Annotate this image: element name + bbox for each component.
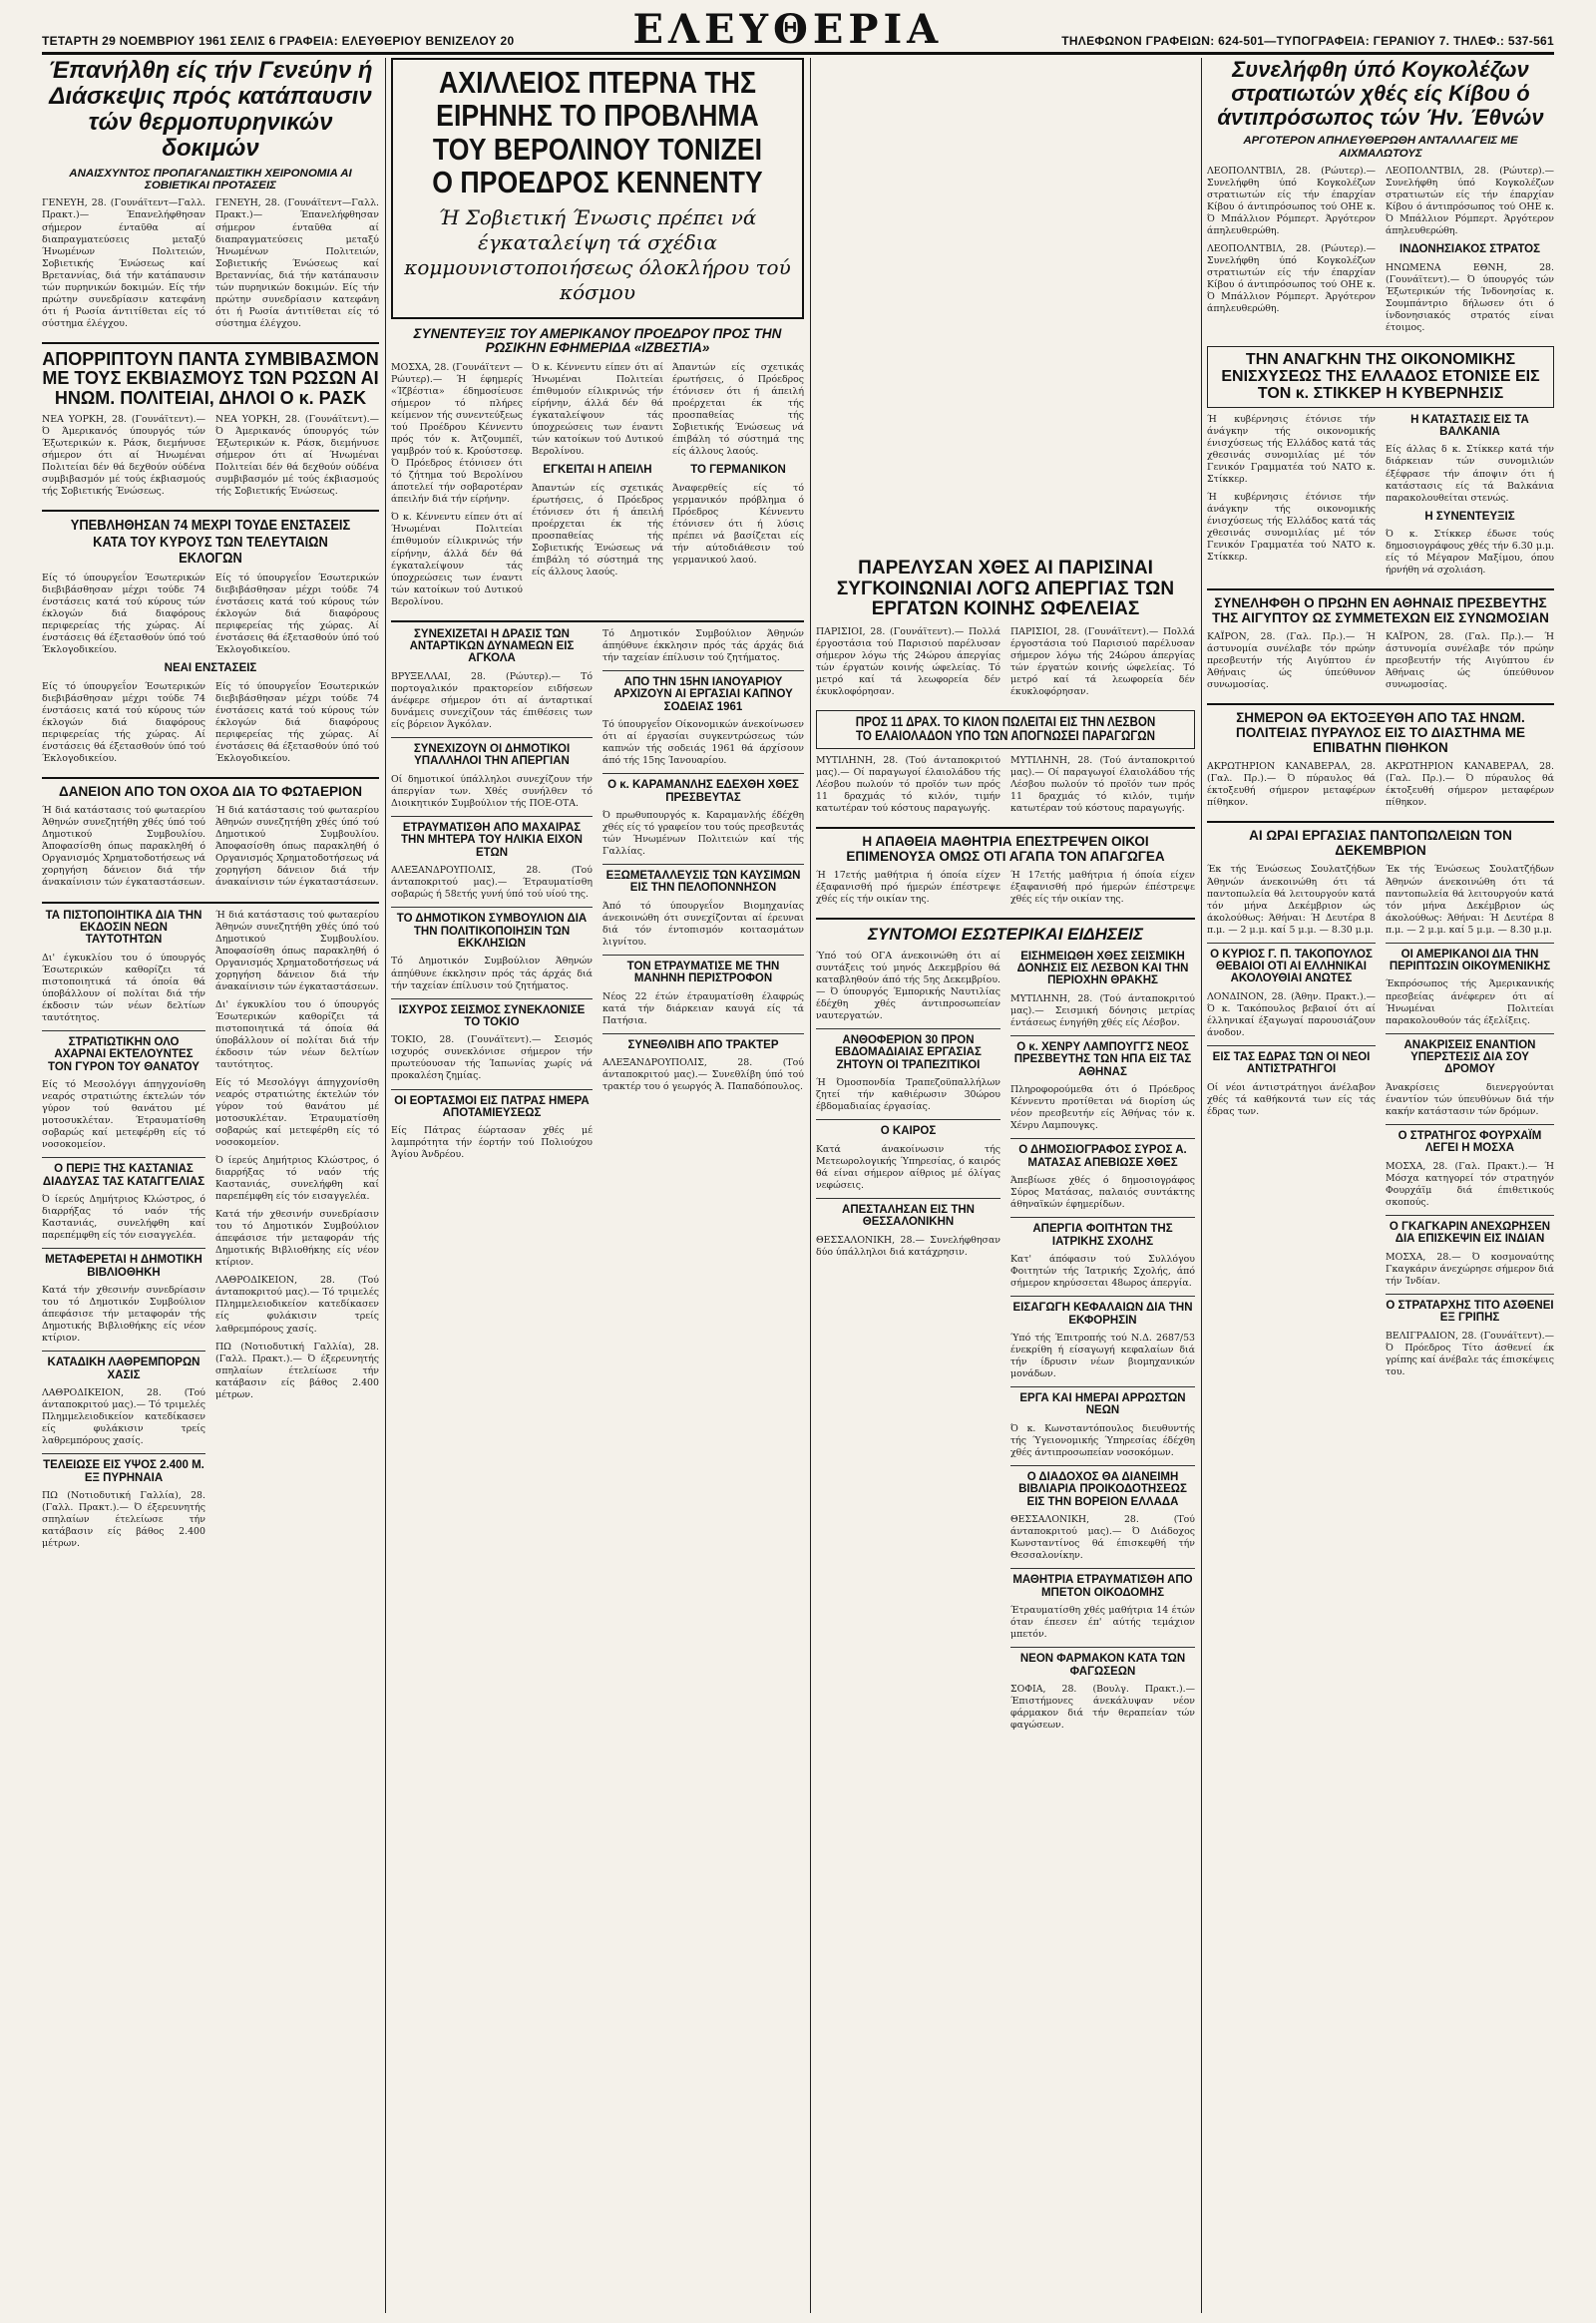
- column-rule: [385, 58, 386, 2313]
- article-text: Ή 17ετής μαθήτρια ή όποία είχεν έξαφανισθή πρό ήμερών έπέστρεψε χθές είς τήν οικίαν της.: [1010, 870, 1195, 906]
- article-text: Έτραυματίσθη χθές μαθήτρια 14 έτών όταν έπεσεν έπ' αύτής τεμάχιον μπετόν.: [1010, 1605, 1195, 1641]
- headline-roads: ΑΝΑΚΡΙΣΕΙΣ ΕΝΑΝΤΙΟΝ ΥΠΕΡΣΤΕΣΙΣ ΔΙΑ ΣΟΥ ΔΡΟΜΟΥ: [1403, 1038, 1536, 1076]
- article-text: ΜΟΣΧΑ, 28.— Ό κοσμοναύτης Γκαγκάριν άνεχώρησε σήμερον διά τήν Ίνδίαν.: [1386, 1251, 1554, 1287]
- article-text: ΒΕΛΙΓΡΑΔΙΟΝ, 28. (Γουνάϊτεντ).— Ό Πρόεδρος Τίτο άσθενεί έκ γρίπης καί άνέβαλε τάς έπισκέψεις του.: [1386, 1330, 1554, 1377]
- article-text: Δι' έγκυκλίου του ό ύπουργός Έσωτερικών καθορίζει τά πιστοποιητικά τά όποία θά ύποβάλλουν οί πολίται διά τήν έκδοσιν τών νέων δελτίων ταυτότητος.: [215, 998, 379, 1070]
- headline-gagarin: Ο ΓΚΑΓΚΑΡΙΝ ΑΝΕΧΩΡΗΣΕΝ ΔΙΑ ΕΠΙΣΚΕΨΙΝ ΕΙΣ ΙΝΔΙΑΝ: [1389, 1220, 1551, 1246]
- article-text: ΑΚΡΩΤΗΡΙΟΝ ΚΑΝΑΒΕΡΑΛ, 28. (Γαλ. Πρ.).— Ό πύραυλος θά έκτοξευθή σήμερον μεταφέρων πίθηκον.: [1207, 761, 1376, 809]
- article-text: ΓΕΝΕΥΗ, 28. (Γουνάϊτεντ—Γαλλ. Πρακτ.)— Έπανελήφθησαν σήμερον ένταῦθα αί διαπραγματεύσεις μεταξύ Ήνωμένων Πολιτειών, Σοβιετικής Ένώσεως καί Βρεταννίας, διά τήν κατάπαυσιν τών πυρηνικών δοκιμών. Είς τήν πρώτην συνεδρίασιν κατεφάνη ότι ή Ρωσία άντιτίθεται είς τό σύστημα έλέγχου.: [215, 197, 379, 329]
- headline-ids: ΤΑ ΠΙΣΤΟΠΟΙΗΤΙΚΑ ΔΙΑ ΤΗΝ ΕΚΔΟΣΙΝ ΝΕΩΝ ΤΑΥΤΟΤΗΤΩΝ: [45, 909, 202, 947]
- article-text: Ή κυβέρνησις έτόνισε τήν άνάγκην τής οικονομικής ένισχύσεως τής Ελλάδος κατά τάς χθεσινάς συνομιλίας μέ τόν Γενικόν Γραμματέα τού ΝΑΤΟ κ. Στίκκερ.: [1207, 491, 1376, 563]
- lead-story: [391, 58, 804, 319]
- headline-berlin: ΑΧΙΛΛΕΙΟΣ ΠΤΕΡΝΑ ΤΗΣ ΕΙΡΗΝΗΣ ΤΟ ΠΡΟΒΛΗΜΑ ΤΟΥ ΒΕΡΟΛΙΝΟΥ ΤΟΝΙΖΕΙ Ο ΠΡΟΕΔΡΟΣ ΚΕΝΝΕΝΤΥ: [432, 65, 763, 200]
- headline-general: Ο ΣΤΡΑΤΗΓΟΣ ΦΟΥΡΧΑΪΜ ΛΕΓΕΙ Η ΜΟΣΧΑ: [1397, 1129, 1542, 1155]
- article-text: ΠΑΡΙΣΙΟΙ, 28. (Γουνάϊτεντ).— Πολλά έργοστάσια τού Παρισιού παρέλυσαν σήμερον λόγω τής 24ώρου άπεργίας τών έργατών κοινής ώφελείας. Τό μετρό καί τά λεωφορεία δέν έκυκλοφόρησαν.: [816, 625, 1000, 697]
- headline-tito: Ο ΣΤΡΑΤΑΡΧΗΣ ΤΙΤΟ ΑΣΘΕΝΕΙ ΕΞ ΓΡΙΠΗΣ: [1386, 1299, 1554, 1325]
- article-text: Είς Πάτρας έώρτασαν χθές μέ λαμπρότητα τήν έορτήν τού Πολιούχου Άγίου Άνδρέου.: [391, 1125, 593, 1161]
- column-rule: [810, 58, 811, 2313]
- article-text: Είς τό ύπουργεΐον Έσωτερικών διεβιβάσθησαν μέχρι τούδε 74 ένστάσεις κατά τού κύρους τών έκλογών διά διαφόρους περιφερείας τής χώρας. Αί ένστάσεις θά έξετασθούν ύπό τού Έκλογοδικείου.: [42, 680, 205, 764]
- article-text: Πληροφορούμεθα ότι ό Πρόεδρος Κέννεντυ προτίθεται νά διορίση ώς νέον πρεσβευτήν είς Άθήνας τόν κ. Χένρυ Λαμπουγκς.: [1010, 1084, 1195, 1132]
- article-text: ΤΟΚΙΟ, 28. (Γουνάϊτεντ).— Σεισμός ισχυρός συνεκλόνισε σήμερον τήν πρωτεύουσαν τής Ίαπωνίας χωρίς νά προκαλέση ζημίας.: [391, 1034, 593, 1082]
- article-text: Έκπρόσωπος τής Άμερικανικής πρεσβείας άνέφερεν ότι αί Ήνωμέναι Πολιτείαι παρακολουθούν τάς έξελίξεις.: [1386, 978, 1554, 1026]
- article-text: Τό ύπουργεΐον Οίκονομικών άνεκοίνωσεν ότι αί έργασίαι συγκεντρώσεως τών καπνών τής σοδειάς 1961 θά άρχίσουν άπό τής 15ης Ίανουαρίου.: [602, 718, 804, 767]
- headline-americans: ΟΙ ΑΜΕΡΙΚΑΝΟΙ ΔΙΑ ΤΗΝ ΠΕΡΙΠΤΩΣΙΝ ΟΙΚΟΥΜΕΝΙΚΗΣ: [1389, 948, 1551, 973]
- headline-angola: ΣΥΝΕΧΙΖΕΤΑΙ Η ΔΡΑΣΙΣ ΤΩΝ ΑΝΤΑΡΤΙΚΩΝ ΔΥΝΑΜΕΩΝ ΕΙΣ ΑΓΚΟΛΑ: [409, 627, 575, 665]
- article-text: ΜΥΤΙΛΗΝΗ, 28. (Τού άνταποκριτού μας).— Οί παραγωγοί έλαιολάδου τής Λέσβου πωλούν τό προϊόν των πρός 11 δραχμάς τό κιλόν, τιμήν κατωτέραν τού κόστους παραγωγής.: [816, 754, 1000, 815]
- article-text: Ή διά κατάστασις τού φωταερίου Άθηνών συνεζητήθη χθές ύπό τού Δημοτικού Συμβουλίου. Άποφασίσθη όπως παρακληθή ό Οργανισμός Χρηματοδοτήσεως νά χορηγήση δάνειον διά τήν άνακαίνισιν τών έγκαταστάσεων.: [42, 805, 205, 889]
- headline-council: ΤΟ ΔΗΜΟΤΙΚΟΝ ΣΥΜΒΟΥΛΙΟΝ ΔΙΑ ΤΗΝ ΠΟΛΙΤΙΚΟΠΟΙΗΣΙΝ ΤΩΝ ΕΚΚΛΗΣΙΩΝ: [396, 913, 588, 951]
- article-text: ΛΑΘΡΟΔΙΚΕΙΟΝ, 28. (Τού άνταποκριτού μας).— Τό τριμελές Πλημμελειοδικείον κατεδίκασεν είς φυλάκισιν τρείς λαθρεμπόρους χασίς.: [42, 1387, 205, 1447]
- article-text: ΜΟΣΧΑ, 28. (Γαλ. Πρακτ.).— Ή Μόσχα κατηγορεί τόν στρατηγόν Φουρχάϊμ διά έπιθετικούς σκοπούς.: [1386, 1160, 1554, 1208]
- article-text: Ή κυβέρνησις έτόνισε τήν άνάγκην τής οικονομικής ένισχύσεως τής Ελλάδος κατά τάς χθεσινάς συνομιλίας μέ τόν Γενικόν Γραμματέα τού ΝΑΤΟ κ. Στίκκερ.: [1207, 413, 1376, 485]
- article-text: ΑΛΕΞΑΝΔΡΟΥΠΟΛΙΣ, 28. (Τού άνταποκριτού μας).— Έτραυματίσθη σοβαρώς ή 58ετής γυνή ύπό τού υίού της.: [391, 865, 593, 901]
- article-text: ΛΟΝΔΙΝΟΝ, 28. (Άθην. Πρακτ.).— Ό κ. Τακόπουλος βεβαιοί ότι αί έλληνικαί έξαγωγαί παρουσιάζουν άνοδον.: [1207, 990, 1376, 1038]
- headline-strike: ΣΥΝΕΧΙΖΟΥΝ ΟΙ ΔΗΜΟΤΙΚΟΙ ΥΠΑΛΛΗΛΟΙ ΤΗΝ ΑΠΕΡΓΙΑΝ: [413, 743, 571, 768]
- headline-tractor: ΣΥΝΕΘΛΙΒΗ ΑΠΟ ΤΡΑΚΤΕΡ: [627, 1038, 779, 1051]
- masthead: [42, 8, 1554, 55]
- newspaper-title: ΕΛΕΥΘΕΡΙΑ: [632, 6, 944, 53]
- column-4: [1207, 58, 1554, 2313]
- article-text: Έκ τής Ένώσεως Σουλατζήδων Άθηνών άνεκοινώθη ότι τά παντοπωλεία θά λειτουργούν κατά τόν μήνα Δεκέμβριον ώς άκολούθως: Άθήναι: Ή Δευτέρα 8 π.μ. — 2 μ.μ. καί 5 μ.μ. — 8.30 μ.μ.: [1386, 864, 1554, 936]
- headline-rocket: ΣΗΜΕΡΟΝ ΘΑ ΕΚΤΟΞΕΥΘΗ ΑΠΟ ΤΑΣ ΗΝΩΜ. ΠΟΛΙΤΕΙΑΣ ΠΥΡΑΥΛΟΣ ΕΙΣ ΤΟ ΔΙΑΣΤΗΜΑ ΜΕ ΕΠΙΒΑΤΗΝ ΠΙΘΗΚΟΝ: [1236, 710, 1525, 755]
- headline-drug: ΝΕΟΝ ΦΑΡΜΑΚΟΝ ΚΑΤΑ ΤΩΝ ΦΑΓΩΣΕΩΝ: [1019, 1653, 1186, 1678]
- headline-gas-loan: ΔΑΝΕΙΟΝ ΑΠΟ ΤΟΝ ΟΧΟΑ ΔΙΑ ΤΟ ΦΩΤΑΕΡΙΟΝ: [59, 783, 362, 799]
- headline-hashish: ΚΑΤΑΔΙΚΗ ΛΑΘΡΕΜΠΟΡΩΝ ΧΑΣΙΣ: [47, 1356, 200, 1381]
- headline-objections: ΥΠΕΒΛΗΘΗΣΑΝ 74 ΜΕΧΡΙ ΤΟΥΔΕ ΕΝΣΤΑΣΕΙΣ ΚΑΤΑ ΤΟΥ ΚΥΡΟΥΣ ΤΩΝ ΤΕΛΕΥΤΑΙΩΝ ΕΚΛΟΓΩΝ: [70, 517, 351, 567]
- headline-capital: ΕΙΣΑΓΩΓΗ ΚΕΦΑΛΑΙΩΝ ΔΙΑ ΤΗΝ ΕΚΦΟΡΗΣΙΝ: [1012, 1302, 1193, 1327]
- article-text: Άνακρίσεις διενεργούνται έναντίον τών ύπευθύνων διά τήν κακήν κατάστασιν τών δρόμων.: [1386, 1081, 1554, 1117]
- article-text: ΑΛΕΞΑΝΔΡΟΥΠΟΛΙΣ, 28. (Τού άνταποκριτού μας).— Συνεθλίβη ύπό τού τρακτέρ του ό γεωργός Ά. Παπαδόπουλος.: [602, 1057, 804, 1093]
- article-text: ΜΥΤΙΛΗΝΗ, 28. (Τού άνταποκριτού μας).— Σεισμική δόνησις μετρίας έντάσεως ένηγήθη χθές είς Λέσβον.: [1010, 992, 1195, 1028]
- lead-subheadline: Ή Σοβιετική Ένωσις πρέπει νά έγκαταλείψη τά σχέδια κομμουνιστοποιήσεως όλοκλήρου τού κόσμου: [404, 204, 791, 304]
- article-text: Ό ίερεύς Δημήτριος Κλώστρος, ό διαρρήξας τό ναόν τής Καστανιάς, συνελήφθη καί παρεπέμφθη είς τόν εισαγγελέα.: [215, 1155, 379, 1203]
- article-text: ΘΕΣΣΑΛΟΝΙΚΗ, 28. (Τού άνταποκριτού μας).— Ό Διάδοχος Κωνσταντίνος θά έπισκεφθή τήν Θεσσαλονίκην.: [1010, 1514, 1195, 1562]
- article-text: Οί δημοτικοί ύπάλληλοι συνεχίζουν τήν άπεργίαν των. Χθές συνήλθεν τό Διοικητικόν Συμβούλιον τής ΠΟΕ-ΟΤΑ.: [391, 773, 593, 809]
- article-text: ΛΑΘΡΟΔΙΚΕΙΟΝ, 28. (Τού άνταποκριτού μας).— Τό τριμελές Πλημμελειοδικείον κατεδίκασεν είς φυλάκισιν τρείς λαθρεμπόρους χασίς.: [215, 1275, 379, 1335]
- article-text: ΜΟΣΧΑ, 28. (Γουνάϊτεντ — Ρώυτερ).— Ή έφημερίς «Ίζβέστια» έδημοσίευσε σήμερον τό πλήρες κείμενον τής συνεντεύξεως τού Προέδρου Κέννεντυ πρός τόν κ. Άτζουμπέϊ, γαμβρόν τού κ. Κρούστσεφ. Ό Πρόεδρος έτόνισεν ότι τό ζήτημα τού Βερολίνου άποτελεί τήν σοβαροτέραν άπειλήν διά τήν είρήνην.: [391, 362, 523, 506]
- headline-lesbos-oil: ΠΡΟΣ 11 ΔΡΑΧ. ΤΟ ΚΙΛΟΝ ΠΩΛΕΙΤΑΙ ΕΙΣ ΤΗΝ ΛΕΣΒΟΝ ΤΟ ΕΛΑΙΟΛΑΔΟΝ ΥΠΟ ΤΩΝ ΑΠΟΓΝΩΣΕΙ ΠΑΡΑΓΩΓΩΝ: [855, 713, 1156, 744]
- article-text: Ό κ. Κέννεντυ είπεν ότι αί Ήνωμέναι Πολιτείαι έπιθυμούν είλικρινώς τήν είρήνην, άλλά δέν θά έγκαταλείψουν τάς ύποχρεώσεις των έναντι τών κατοίκων τού Δυτικού Βερολίνου.: [391, 512, 523, 607]
- article-text: Κατά τήν χθεσινήν συνεδρίασιν του τό Δημοτικόν Συμβούλιον άπεφάσισε τήν μεταφοράν τής Δημοτικής Βιβλιοθήκης είς νέον κτίριον.: [215, 1209, 379, 1269]
- article-text: Δι' έγκυκλίου του ό ύπουργός Έσωτερικών καθορίζει τά πιστοποιητικά τά όποία θά ύποβάλλουν οί πολίται διά τήν έκδοσιν τών νέων δελτίων ταυτότητος.: [42, 952, 205, 1023]
- article-text: ΠΩ (Νοτιοδυτική Γαλλία), 28. (Γαλλ. Πρακτ.).— Ό έξερευνητής σπηλαίων έτελείωσε τήν κατάβασιν είς βάθος 2.400 μέτρων.: [42, 1490, 205, 1550]
- subhead: ΝΕΑΙ ΕΝΣΤΑΣΕΙΣ: [164, 662, 257, 675]
- article-text: Κατά άνακοίνωσιν τής Μετεωρολογικής Ύπηρεσίας, ό καιρός θά είναι σήμερον αίθριος μέ όλίγας νεφώσεις.: [816, 1143, 1000, 1191]
- article-text: Οί νέοι άντιστράτηγοι άνέλαβον χθές τά καθήκοντά των είς τάς έδρας των.: [1207, 1081, 1376, 1117]
- masthead-date: ΤΕΤΑΡΤΗ 29 ΝΟΕΜΒΡΙΟΥ 1961 ΣΕΛΙΣ 6 ΓΡΑΦΕΙΑ: ΕΛΕΥΘΕΡΙΟΥ ΒΕΝΙΖΕΛΟΥ 20: [42, 34, 515, 48]
- article-text: Είς τό ύπουργεΐον Έσωτερικών διεβιβάσθησαν μέχρι τούδε 74 ένστάσεις κατά τού κύρους τών έκλογών διά διαφόρους περιφερείας τής χώρας. Αί ένστάσεις θά έξετασθούν ύπό τού Έκλογοδικείου.: [215, 572, 379, 656]
- article-text: Είς τό ύπουργεΐον Έσωτερικών διεβιβάσθησαν μέχρι τούδε 74 ένστάσεις κατά τού κύρους τών έκλογών διά διαφόρους περιφερείας τής χώρας. Αί ένστάσεις θά έξετασθούν ύπό τού Έκλογοδικείου.: [215, 680, 379, 764]
- article-text: ΣΟΦΙΑ, 28. (Βουλγ. Πρακτ.).— Έπιστήμονες άνεκάλυψαν νέον φάρμακον διά τήν θεραπείαν τών φαγώσεων.: [1010, 1684, 1195, 1732]
- article-text: Είς τό ύπουργεΐον Έσωτερικών διεβιβάσθησαν μέχρι τούδε 74 ένστάσεις κατά τού κύρους τών έκλογών διά διαφόρους περιφερείας τής χώρας. Αί ένστάσεις θά έξετασθούν ύπό τού Έκλογοδικείου.: [42, 572, 205, 656]
- article-text: ΛΕΟΠΟΛΝΤΒΙΛ, 28. (Ρώυτερ).— Συνελήφθη ύπό Κογκολέζων στρατιωτών είς τήν έπαρχίαν Κίβου ό άντιπρόσωπος τού ΟΗΕ κ. Ό Μπάλλιον Ρόμπερτ. Άργότερον άπηλευθερώθη.: [1386, 166, 1554, 237]
- article-text: Ή Όμοσπονδία Τραπεζοϋπαλλήλων ζητεί τήν καθιέρωσιν 30ώρου έβδομαδιαίας έργασίας.: [816, 1077, 1000, 1113]
- headline-med-strike: ΑΠΕΡΓΙΑ ΦΟΙΤΗΤΩΝ ΤΗΣ ΙΑΤΡΙΚΗΣ ΣΧΟΛΗΣ: [1032, 1223, 1173, 1248]
- headline-kastania: Ο ΠΕΡΙΞ ΤΗΣ ΚΑΣΤΑΝΙΑΣ ΔΙΑΔΥΣΑΣ ΤΑΣ ΚΑΤΑΓΓΕΛΙΑΣ: [42, 1163, 205, 1188]
- headline-salonica: ΑΠΕΣΤΑΛΗΣΑΝ ΕΙΣ ΤΗΝ ΘΕΣΣΑΛΟΝΙΚΗΝ: [842, 1203, 975, 1229]
- headline-nurses: ΕΡΓΑ ΚΑΙ ΗΜΕΡΑΙ ΑΡΡΩΣΤΩΝ ΝΕΩΝ: [1019, 1392, 1186, 1417]
- headline-crown-prince: Ο ΔΙΑΔΟΧΟΣ ΘΑ ΔΙΑΝΕΙΜΗ ΒΙΒΛΙΑΡΙΑ ΠΡΟΙΚΟΔΟΤΗΣΕΩΣ ΕΙΣ ΤΗΝ ΒΟΡΕΙΟΝ ΕΛΛΑΔΑ: [1018, 1470, 1187, 1508]
- subhead-indonesia: ΙΝΔΟΝΗΣΙΑΚΟΣ ΣΤΡΑΤΟΣ: [1399, 243, 1540, 256]
- headline-rusk: ΑΠΟΡΡΙΠΤΟΥΝ ΠΑΝΤΑ ΣΥΜΒΙΒΑΣΜΟΝ ΜΕ ΤΟΥΣ ΕΚΒΙΑΣΜΟΥΣ ΤΩΝ ΡΩΣΩΝ ΑΙ ΗΝΩΜ. ΠΟΛΙΤΕΙΑΙ, ΔΗΛΟΙ Ο κ. ΡΑΣΚ: [42, 348, 379, 408]
- headline-generals: ΕΙΣ ΤΑΣ ΕΔΡΑΣ ΤΩΝ ΟΙ ΝΕΟΙ ΑΝΤΙΣΤΡΑΤΗΓΟΙ: [1212, 1051, 1371, 1076]
- article-text: ΒΡΥΞΕΛΛΑΙ, 28. (Ρώυτερ).— Τό πορτογαλικόν πρακτορείον ειδήσεων άνέφερε σήμερον ότι αί άνταρτικαί δυνάμεις συνεχίζουν τάς έπιθέσεις των είς βόρειον Άγκόλαν.: [391, 670, 593, 730]
- article-text: ΠΑΡΙΣΙΟΙ, 28. (Γουνάϊτεντ).— Πολλά έργοστάσια τού Παρισιού παρέλυσαν σήμερον λόγω τής 24ώρου άπεργίας τών έργατών κοινής ώφελείας. Τό μετρό καί τά λεωφορεία δέν έκυκλοφόρησαν.: [1010, 625, 1195, 697]
- article-text: Νέος 22 έτών έτραυματίσθη έλαφρώς κατά τήν διάρκειαν καυγά είς τά Πατήσια.: [602, 990, 804, 1026]
- article-text: Είς τό Μεσολόγγι άπηγχονίσθη νεαρός στρατιώτης έκτελών τόν γύρον τού θανάτου μέ μοτοσυκλέταν. Έτραυματίσθη σοβαρώς καί μετεφέρθη είς τό νοσοκομείον.: [215, 1076, 379, 1149]
- article-text: Τό Δημοτικόν Συμβούλιον Άθηνών άπηύθυνε έκκλησιν πρός τάς άρχάς διά τήν ταχείαν έπίλυσιν τού ζητήματος.: [602, 627, 804, 663]
- subhead-interview: Η ΣΥΝΕΝΤΕΥΞΙΣ: [1424, 510, 1515, 523]
- headline-takopoulos: Ο ΚΥΡΙΟΣ Γ. Π. ΤΑΚΟΠΟΥΛΟΣ ΘΕΒΑΙΟΙ ΟΤΙ ΑΙ ΕΛΛΗΝΙΚΑΙ ΑΚΟΛΟΥΘΙΑΙ ΑΝΩΤΕΣ: [1210, 948, 1373, 985]
- article-text: Ή 17ετής μαθήτρια ή όποία είχεν έξαφανισθή πρό ήμερών έπέστρεψε χθές είς τήν οικίαν της.: [816, 870, 1000, 906]
- headline-soldier: ΣΤΡΑΤΙΩΤΙΚΗΝ ΟΛΟ ΑΧΑΡΝΑΙ ΕΚΤΕΛΟΥΝΤΕΣ ΤΟΝ ΓΥΡΟΝ ΤΟΥ ΘΑΝΑΤΟΥ: [48, 1035, 200, 1073]
- headline-revolver: ΤΟΝ ΕΤΡΑΥΜΑΤΙΣΕ ΜΕ ΤΗΝ ΜΑΝΗΝΗ ΠΕΡΙΣΤΡΟΦΟΝ: [626, 960, 780, 985]
- headline-journalist: Ο ΔΗΜΟΣΙΟΓΡΑΦΟΣ ΣΥΡΟΣ Α. ΜΑΤΑΣΑΣ ΑΠΕΒΙΩΣΕ ΧΘΕΣ: [1018, 1144, 1187, 1169]
- article-text: Άπεβίωσε χθές ό δημοσιογράφος Σύρος Ματάσας, παλαιός συντάκτης άθηναϊκών έφημερίδων.: [1010, 1175, 1195, 1211]
- headline-pyrenees: ΤΕΛΕΙΩΣΕ ΕΙΣ ΥΨΟΣ 2.400 Μ. ΕΞ ΠΥΡΗΝΑΙΑ: [43, 1459, 204, 1484]
- article-text: ΝΕΑ ΥΟΡΚΗ, 28. (Γουνάϊτεντ).— Ό Άμερικανός ύπουργός τών Έξωτερικών κ. Ράσκ, διεμήνυσε σήμερον ότι αί Ήνωμέναι Πολιτείαι δέν θά δεχθούν ούδένα συμβιβασμόν μέ τούς έκβιασμούς τής Σοβιετικής Ένώσεως.: [215, 414, 379, 498]
- headline-library: ΜΕΤΑΦΕΡΕΤΑΙ Η ΔΗΜΟΤΙΚΗ ΒΙΒΛΙΟΘΗΚΗ: [45, 1254, 202, 1279]
- article-text: Ύπό τού ΟΓΑ άνεκοινώθη ότι αί συντάξεις τού μηνός Δεκεμβρίου θά καταβληθούν άπό τής 5ης Δεκεμβρίου. — Ό ύπουργός Έμπορικής Ναυτιλίας έδέχθη χθές άντιπροσωπείαν ναυτεργατών.: [816, 950, 1000, 1021]
- article-text: ΗΝΩΜΕΝΑ ΕΘΝΗ, 28. (Γουνάϊτεντ).— Ό ύπουργός τών Έξωτερικών τής Ίνδονησίας κ. Σουμπάντριο δήλωσεν ότι ό ίνδονησιακός στρατός είναι έτοιμος.: [1386, 261, 1554, 333]
- column-3: [816, 559, 1195, 2313]
- headline-quake: ΕΙΣΗΜΕΙΩΘΗ ΧΘΕΣ ΣΕΙΣΜΙΚΗ ΔΟΝΗΣΙΣ ΕΙΣ ΛΕΣΒΟΝ ΚΑΙ ΤΗΝ ΠΕΡΙΟΧΗΝ ΘΡΑΚΗΣ: [1016, 950, 1189, 987]
- column-rule: [1201, 58, 1202, 2313]
- article-text: ΓΕΝΕΥΗ, 28. (Γουνάϊτεντ—Γαλλ. Πρακτ.)— Έπανελήφθησαν σήμερον ένταῦθα αί διαπραγματεύσεις μεταξύ Ήνωμένων Πολιτειών, Σοβιετικής Ένώσεως καί Βρεταννίας, διά τήν κατάπαυσιν τών πυρηνικών δοκιμών. Είς τήν πρώτην συνεδρίασιν κατεφάνη ότι ή Ρωσία άντιτίθεται είς τό σύστημα έλέγχου.: [42, 197, 205, 329]
- article-text: Άπό τό ύπουργεΐον Βιομηχανίας άνεκοινώθη ότι συνεχίζονται αί έρευναι διά τόν έντοπισμόν κοιτασμάτων λιγνίτου.: [602, 900, 804, 948]
- masthead-phones: ΤΗΛΕΦΩΝΟΝ ΓΡΑΦΕΙΩΝ: 624-501—ΤΥΠΟΓΡΑΦΕΙΑ: ΓΕΡΑΝΙΟΥ 7. ΤΗΛΕΦ.: 537-561: [1061, 34, 1554, 48]
- article-text: ΚΑΪΡΟΝ, 28. (Γαλ. Πρ.).— Ή άστυνομία συνέλαβε τόν πρώην πρεσβευτήν τής Αιγύπτου έν Άθήναις ώς ύπεύθυνον συνωμοσίας.: [1207, 631, 1376, 691]
- article-text: Ό πρωθυπουργός κ. Καραμανλής έδέχθη χθές είς τό γραφείον του τούς πρεσβευτάς τών Ήνωμένων Πολιτειών καί τής Γαλλίας.: [602, 809, 804, 857]
- headline-banks: ΑΝΘΟΦΕΡΙΟΝ 30 ΠΡΟΝ ΕΒΔΟΜΑΔΙΑΙΑΣ ΕΡΓΑΣΙΑΣ ΖΗΤΟΥΝ ΟΙ ΤΡΑΠΕΖΙΤΙΚΟΙ: [835, 1033, 982, 1071]
- article-text: Άναφερθείς είς τό γερμανικόν πρόβλημα ό Πρόεδρος Κέννεντυ έτόνισεν ότι ή λύσις πρέπει νά βασίζεται είς τήν αύτοδιάθεσιν τού γερμανικού λαού.: [672, 482, 804, 566]
- article-text: ΛΕΟΠΟΛΝΤΒΙΛ, 28. (Ρώυτερ).— Συνελήφθη ύπό Κογκολέζων στρατιωτών είς τήν έπαρχίαν Κίβου ό άντιπρόσωπος τού ΟΗΕ κ. Ό Μπάλλιον Ρόμπερτ. Άργότερον άπηλευθερώθη.: [1207, 166, 1376, 237]
- headline-patras: ΟΙ ΕΟΡΤΑΣΜΟΙ ΕΙΣ ΠΑΤΡΑΣ ΗΜΕΡΑ ΑΠΟΤΑΜΙΕΥΣΕΩΣ: [394, 1094, 590, 1119]
- subhead-german: ΤΟ ΓΕΡΜΑΝΙΚΟΝ: [690, 464, 786, 477]
- article-text: Άπαντών είς σχετικάς έρωτήσεις, ό Πρόεδρος έτόνισεν ότι ή άπειλή προέρχεται έκ τής προσπαθείας τής Σοβιετικής Ένώσεως νά έπιβάλη τό σύστημά της είς άλλους λαούς.: [672, 362, 804, 458]
- headline-stabbing: ΕΤΡΑΥΜΑΤΙΣΘΗ ΑΠΟ ΜΑΧΑΙΡΑΣ ΤΗΝ ΜΗΤΕΡΑ ΤΟΥ ΗΛΙΚΙΑ ΕΙΧΟΝ ΕΤΩΝ: [401, 821, 583, 859]
- article-text: ΚΑΪΡΟΝ, 28. (Γαλ. Πρ.).— Ή άστυνομία συνέλαβε τόν πρώην πρεσβευτήν τής Αιγύπτου έν Άθήναις ώς ύπεύθυνον συνωμοσίας.: [1386, 631, 1554, 691]
- article-text: ΝΕΑ ΥΟΡΚΗ, 28. (Γουνάϊτεντ).— Ό Άμερικανός ύπουργός τών Έξωτερικών κ. Ράσκ, διεμήνυσε σήμερον ότι αί Ήνωμέναι Πολιτείαι δέν θά δεχθούν ούδένα συμβιβασμόν μέ τούς έκβιασμούς τής Σοβιετικής Ένώσεως.: [42, 414, 205, 498]
- article-text: ΠΩ (Νοτιοδυτική Γαλλία), 28. (Γαλλ. Πρακτ.).— Ό έξερευνητής σπηλαίων έτελείωσε τήν κατάβασιν είς βάθος 2.400 μέτρων.: [215, 1341, 379, 1400]
- column-2: [391, 58, 804, 2313]
- headline-tokyo: ΙΣΧΥΡΟΣ ΣΕΙΣΜΟΣ ΣΥΝΕΚΛΟΝΙΣΕ ΤΟ ΤΟΚΙΟ: [398, 1003, 586, 1028]
- subhead-threat: ΕΓΚΕΙΤΑΙ Η ΑΠΕΙΛΗ: [543, 464, 652, 477]
- article-text: Τό Δημοτικόν Συμβούλιον Άθηνών άπηύθυνε έκκλησιν πρός τάς άρχάς διά τήν ταχείαν έπίλυσιν τού ζητήματος.: [391, 956, 593, 991]
- headline-geneva: Έπανήλθη είς τήν Γενεύην ή Διάσκεψις πρός κατάπαυσιν τών θερμοπυρηνικών δοκιμών: [48, 58, 373, 162]
- article-text: Ύπό τής Έπιτροπής τού Ν.Δ. 2687/53 ένεκρίθη ή είσαγωγή κεφαλαίων διά τήν ίδρυσιν νέων βιομηχανικών μονάδων.: [1010, 1332, 1195, 1380]
- article-text: ΜΥΤΙΛΗΝΗ, 28. (Τού άνταποκριτού μας).— Οί παραγωγοί έλαιολάδου τής Λέσβου πωλούν τό προϊόν των πρός 11 δραχμάς τό κιλόν, τιμήν κατωτέραν τού κόστους παραγωγής.: [1010, 754, 1195, 815]
- article-text: Έκ τής Ένώσεως Σουλατζήδων Άθηνών άνεκοινώθη ότι τά παντοπωλεία θά λειτουργούν κατά τόν μήνα Δεκέμβριον ώς άκολούθως: Άθήναι: Ή Δευτέρα 8 π.μ. — 2 μ.μ. καί 5 μ.μ. — 8.30 μ.μ.: [1207, 864, 1376, 936]
- headline-karamanlis: Ο κ. ΚΑΡΑΜΑΝΛΗΣ ΕΔΕΧΘΗ ΧΘΕΣ ΠΡΕΣΒΕΥΤΑΣ: [607, 779, 799, 804]
- article-text: Ό κ. Στίκκερ έδωσε τούς δημοσιογράφους χθές τήν 6.30 μ.μ. είς τό Μέγαρον Μαξίμου, όπου ήρνήθη νά σχολιάση.: [1386, 529, 1554, 577]
- headline-tobacco: ΑΠΟ ΤΗΝ 15ΗΝ ΙΑΝΟΥΑΡΙΟΥ ΑΡΧΙΖΟΥΝ ΑΙ ΕΡΓΑΣΙΑΙ ΚΑΠΝΟΥ ΣΟΔΕΙΑΣ 1961: [613, 675, 793, 713]
- headline-brief-news: ΣΥΝΤΟΜΟΙ ΕΣΩΤΕΡΙΚΑΙ ΕΙΔΗΣΕΙΣ: [867, 925, 1144, 945]
- headline-fuels: ΕΞΩΜΕΤΑΛΛΕΥΣΙΣ ΤΩΝ ΚΑΥΣΙΜΩΝ ΕΙΣ ΤΗΝ ΠΕΛΟΠΟΝΝΗΣΟΝ: [605, 870, 801, 895]
- headline-stikker: ΤΗΝ ΑΝΑΓΚΗΝ ΤΗΣ ΟΙΚΟΝΟΜΙΚΗΣ ΕΝΙΣΧΥΣΕΩΣ ΤΗΣ ΕΛΛΑΔΟΣ ΕΤΟΝΙΣΕ ΕΙΣ ΤΟΝ κ. ΣΤΙΚΚΕΡ Η ΚΥΒΕΡΝΗΣΙΣ: [1221, 350, 1540, 403]
- article-text: Ό κ. Κωνσταντόπουλος διευθυντής τής Ύγειονομικής Ύπηρεσίας έδέχθη χθές άντιπροσωπείαν νοσοκόμων.: [1010, 1422, 1195, 1458]
- banner-interview: ΣΥΝΕΝΤΕΥΞΙΣ ΤΟΥ ΑΜΕΡΙΚΑΝΟΥ ΠΡΟΕΔΡΟΥ ΠΡΟΣ ΤΗΝ ΡΩΣΙΚΗΝ ΕΦΗΜΕΡΙΔΑ «ΙΖΒΕΣΤΙΑ»: [413, 325, 782, 356]
- headline-grocery-hours: ΑΙ ΩΡΑΙ ΕΡΓΑΣΙΑΣ ΠΑΝΤΟΠΩΛΕΙΩΝ ΤΟΝ ΔΕΚΕΜΒΡΙΟΝ: [1249, 828, 1512, 858]
- article-text: Είς τό Μεσολόγγι άπηγχονίσθη νεαρός στρατιώτης έκτελών τόν γύρον τού θανάτου μέ μοτοσυκλέταν. Έτραυματίσθη σοβαρώς καί μετεφέρθη είς τό νοσοκομείον.: [42, 1079, 205, 1151]
- headline-concrete: ΜΑΘΗΤΡΙΑ ΕΤΡΑΥΜΑΤΙΣΘΗ ΑΠΟ ΜΠΕΤΟΝ ΟΙΚΟΔΟΜΗΣ: [1012, 1574, 1193, 1599]
- article-text: Ή διά κατάστασις τού φωταερίου Άθηνών συνεζητήθη χθές ύπό τού Δημοτικού Συμβουλίου. Άποφασίσθη όπως παρακληθή ό Οργανισμός Χρηματοδοτήσεως νά χορηγήση δάνειον διά τήν άνακαίνισιν τών έγκαταστάσεων.: [215, 909, 379, 992]
- headline-congo: Συνελήφθη ύπό Κογκολέζων στρατιωτών χθές είς Κίβου ό άντιπρόσωπος τών Ήν. Έθνών: [1217, 58, 1544, 130]
- article-text: Άπαντών είς σχετικάς έρωτήσεις, ό Πρόεδρος έτόνισεν ότι ή άπειλή προέρχεται έκ τής προσπαθείας τής Σοβιετικής Ένώσεως νά έπιβάλη τό σύστημά της είς άλλους λαούς.: [532, 482, 663, 578]
- article-text: Είς άλλας δ κ. Στίκκερ κατά τήν διάρκειαν τών συνομιλιών έξέφρασε τήν άποψιν ότι ή κατάστασις είς τά Βαλκάνια παρακολουθείται στενώς.: [1386, 444, 1554, 504]
- headline-egypt: ΣΥΝΕΛΗΦΘΗ Ο ΠΡΩΗΝ ΕΝ ΑΘΗΝΑΙΣ ΠΡΕΣΒΕΥΤΗΣ ΤΗΣ ΑΙΓΥΠΤΟΥ ΩΣ ΣΥΜΜΕΤΕΧΩΝ ΕΙΣ ΣΥΝΩΜΟΣΙΑΝ: [1212, 595, 1549, 625]
- article-text: Κατ' άπόφασιν τού Συλλόγου Φοιτητών τής Ίατρικής Σχολής, άπό σήμερον κηρύσσεται 48ωρος άπεργία.: [1010, 1254, 1195, 1290]
- article-text: Ό κ. Κέννεντυ είπεν ότι αί Ήνωμέναι Πολιτείαι έπιθυμούν είλικρινώς τήν είρήνην, άλλά δέν θά έγκαταλείψουν τάς ύποχρεώσεις των έναντι τών κατοίκων τού Δυτικού Βερολίνου.: [532, 362, 663, 458]
- headline-ambassador: Ο κ. ΧΕΝΡΥ ΛΑΜΠΟΥΓΓΣ ΝΕΟΣ ΠΡΕΣΒΕΥΤΗΣ ΤΩΝ ΗΠΑ ΕΙΣ ΤΑΣ ΑΘΗΝΑΣ: [1013, 1040, 1192, 1078]
- headline-weather: Ο ΚΑΙΡΟΣ: [880, 1125, 937, 1138]
- column-1: [42, 58, 379, 2313]
- article-text: ΛΕΟΠΟΛΝΤΒΙΛ, 28. (Ρώυτερ).— Συνελήφθη ύπό Κογκολέζων στρατιωτών είς τήν έπαρχίαν Κίβου ό άντιπρόσωπος τού ΟΗΕ κ. Ό Μπάλλιον Ρόμπερτ. Άργότερον άπηλευθερώθη.: [1207, 243, 1376, 315]
- subhead: ΑΡΓΟΤΕΡΟΝ ΑΠΗΛΕΥΘΕΡΩΘΗ ΑΝΤΑΛΛΑΓΕΙΣ ΜΕ ΑΙΧΜΑΛΩΤΟΥΣ: [1243, 135, 1518, 160]
- subhead-balkans: Η ΚΑΤΑΣΤΑΣΙΣ ΕΙΣ ΤΑ ΒΑΛΚΑΝΙΑ: [1410, 413, 1529, 439]
- subhead: ΑΝΑΙΣΧΥΝΤΟΣ ΠΡΟΠΑΓΑΝΔΙΣΤΙΚΗ ΧΕΙΡΟΝΟΜΙΑ ΑΙ ΣΟΒΙΕΤΙΚΑΙ ΠΡΟΤΑΣΕΙΣ: [69, 167, 352, 193]
- article-text: Ή διά κατάστασις τού φωταερίου Άθηνών συνεζητήθη χθές ύπό τού Δημοτικού Συμβουλίου. Άποφασίσθη όπως παρακληθή ό Οργανισμός Χρηματοδοτήσεως νά χορηγήση δάνειον διά τήν άνακαίνισιν τών έγκαταστάσεων.: [215, 805, 379, 889]
- article-text: Ό ίερεύς Δημήτριος Κλώστρος, ό διαρρήξας τό ναόν τής Καστανιάς, συνελήφθη καί παρεπέμφθη είς τόν εισαγγελέα.: [42, 1194, 205, 1242]
- article-text: ΘΕΣΣΑΛΟΝΙΚΗ, 28.— Συνελήφθησαν δύο ύπάλληλοι διά κατάχρησιν.: [816, 1234, 1000, 1258]
- headline-paris-strike: ΠΑΡΕΛΥΣΑΝ ΧΘΕΣ ΑΙ ΠΑΡΙΣΙΝΑΙ ΣΥΓΚΟΙΝΩΝΙΑΙ ΛΟΓΩ ΑΠΕΡΓΙΑΣ ΤΩΝ ΕΡΓΑΤΩΝ ΚΟΙΝΗΣ ΩΦΕΛΕΙΑΣ: [836, 559, 1175, 620]
- article-text: ΑΚΡΩΤΗΡΙΟΝ ΚΑΝΑΒΕΡΑΛ, 28. (Γαλ. Πρ.).— Ό πύραυλος θά έκτοξευθή σήμερον μεταφέρων πίθηκον.: [1386, 761, 1554, 809]
- article-text: Κατά τήν χθεσινήν συνεδρίασιν του τό Δημοτικόν Συμβούλιον άπεφάσισε τήν μεταφοράν τής Δημοτικής Βιβλιοθήκης είς νέον κτίριον.: [42, 1285, 205, 1345]
- headline-schoolgirl: Η ΑΠΑΘΕΙΑ ΜΑΘΗΤΡΙΑ ΕΠΕΣΤΡΕΨΕΝ ΟΙΚΟΙ ΕΠΙΜΕΝΟΥΣΑ ΟΜΩΣ ΟΤΙ ΑΓΑΠΑ ΤΟΝ ΑΠΑΓΩΓΕΑ: [846, 834, 1165, 864]
